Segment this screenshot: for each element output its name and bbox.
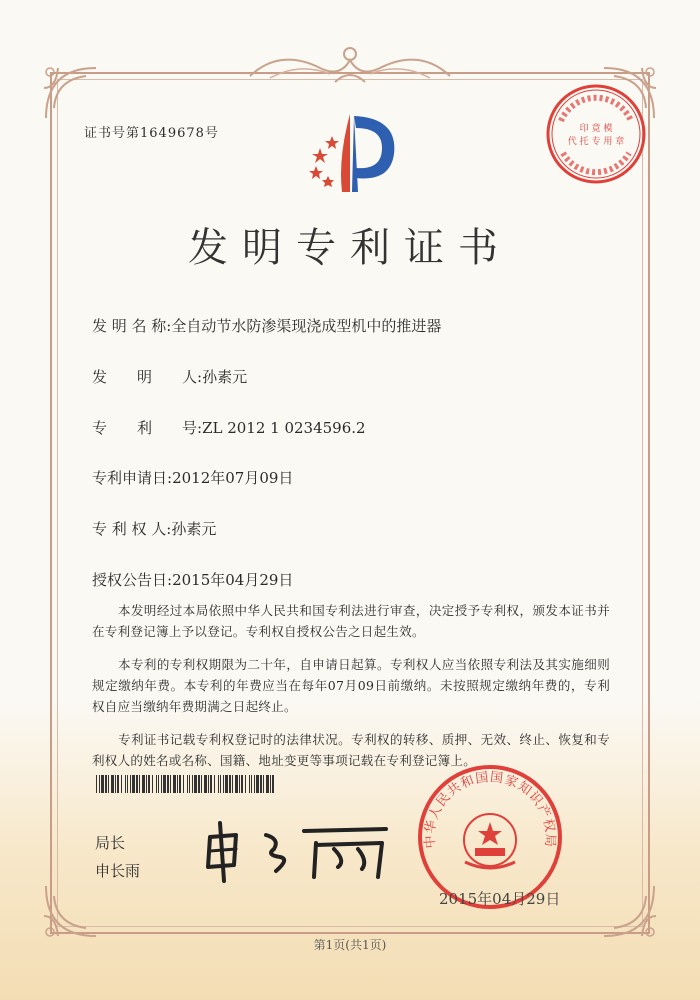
barcode-bar <box>214 775 215 793</box>
barcode-bar <box>117 775 119 793</box>
barcode-bar <box>272 775 274 793</box>
barcode-bar <box>192 775 193 793</box>
field-label: 发 明 名 称: <box>92 317 172 335</box>
barcode-bar <box>121 775 122 793</box>
field-label: 专利申请日: <box>92 469 173 487</box>
field-value: ZL 2012 1 0234596.2 <box>202 419 366 437</box>
handwritten-signature <box>196 815 396 887</box>
barcode-bar <box>239 775 240 793</box>
barcode-bar <box>115 775 116 793</box>
barcode-bar <box>146 775 147 793</box>
barcode-bar <box>177 775 178 793</box>
signing-date: 2015年04月29日 <box>439 890 561 908</box>
barcode-bar <box>170 775 171 793</box>
field-invention-name <box>92 315 441 336</box>
barcode-bar <box>220 775 221 793</box>
barcode-bar <box>158 775 159 793</box>
barcode-bar <box>266 775 269 793</box>
svg-text:印 竟 模: 印 竟 模 <box>579 124 613 134</box>
field-label: 发 明 人: <box>92 368 203 386</box>
field-value: 2012年07月09日 <box>172 469 294 487</box>
barcode-bar <box>127 775 128 793</box>
field-label: 专 利 号: <box>92 419 203 437</box>
barcode-bar <box>189 775 190 793</box>
barcode-bar <box>225 775 228 793</box>
body-paragraph: 专利证书记载专利权登记时的法律状况。专利权的转移、质押、无效、终止、恢复和专利权人的姓名或名称、国籍、地址变更等事项记载在专利登记簿上。 <box>92 732 610 768</box>
barcode-bar <box>142 775 145 793</box>
barcode-bar <box>229 775 231 793</box>
barcode-bar <box>167 775 169 793</box>
patent-office-logo <box>298 108 408 198</box>
barcode-bar <box>132 775 135 793</box>
field-patent-number <box>92 417 366 438</box>
barcode-bar <box>183 775 184 793</box>
barcode-bar <box>173 775 176 793</box>
barcode-bar <box>204 775 207 793</box>
barcode-bar <box>161 775 162 793</box>
barcode-bar <box>139 775 140 793</box>
certificate-number: 证书号第1649678号 <box>84 126 219 141</box>
certificate-title: 发明专利证书 <box>188 225 512 271</box>
body-paragraph: 本发明经过本局依照中华人民共和国专利法进行审查，决定授予专利权，颁发本证书并在专利登记簿上予以登记。专利权自授权公告之日起生效。 <box>92 603 610 639</box>
barcode-bar <box>105 775 107 793</box>
field-application-date <box>92 467 293 488</box>
field-value: 全自动节水防渗渠现浇成型机中的推进器 <box>171 317 442 335</box>
barcode-bar <box>187 775 188 793</box>
certificate-body <box>92 600 610 783</box>
seal-text: 中华人民共和国国家知识产权局 <box>422 770 558 849</box>
barcode-bar <box>218 775 219 793</box>
barcode <box>96 775 274 793</box>
field-grant-date <box>92 569 293 590</box>
barcode-bar <box>263 775 264 793</box>
barcode-bar <box>241 775 243 793</box>
barcode-bar <box>156 775 157 793</box>
barcode-bar <box>148 775 150 793</box>
barcode-bar <box>223 775 224 793</box>
signatory-name: 申长雨 <box>95 862 141 880</box>
barcode-bar <box>108 775 109 793</box>
barcode-bar <box>130 775 131 793</box>
barcode-bar <box>111 775 114 793</box>
barcode-bar <box>235 775 238 793</box>
field-label: 专 利 权 人: <box>92 520 172 538</box>
barcode-bar <box>179 775 181 793</box>
body-paragraph: 本专利的专利权期限为二十年，自申请日起算。专利权人应当依照专利法及其实施细则规定缴纳年费。本专利的年费应当在每年07月09日前缴纳。未按照规定缴纳年费的，专利权自应当缴纳年费期满之日起终止。 <box>92 657 610 714</box>
signatory-role: 局长 <box>95 834 126 852</box>
barcode-bar <box>256 775 259 793</box>
barcode-bar <box>251 775 252 793</box>
page-number: 第1页(共1页) <box>313 938 387 952</box>
barcode-bar <box>210 775 212 793</box>
field-value: 孙素元 <box>202 368 248 386</box>
barcode-bar <box>125 775 126 793</box>
barcode-bar <box>232 775 233 793</box>
barcode-bar <box>270 775 271 793</box>
field-label: 授权公告日: <box>92 571 173 589</box>
barcode-bar <box>198 775 200 793</box>
barcode-bar <box>260 775 262 793</box>
barcode-bar <box>152 775 153 793</box>
barcode-bar <box>99 775 100 793</box>
field-patentee <box>92 518 216 539</box>
barcode-bar <box>163 775 166 793</box>
svg-text:代 托 专 用 章: 代 托 专 用 章 <box>567 137 625 147</box>
barcode-bar <box>201 775 202 793</box>
top-ornament <box>240 38 460 90</box>
barcode-bar <box>208 775 209 793</box>
barcode-bar <box>254 775 255 793</box>
barcode-bar <box>136 775 138 793</box>
corner-ornament-top-left <box>36 58 106 128</box>
barcode-bar <box>101 775 104 793</box>
field-inventor <box>92 366 247 387</box>
barcode-bar <box>96 775 97 793</box>
barcode-bar <box>194 775 197 793</box>
agency-seal <box>543 81 649 187</box>
barcode-bar <box>245 775 246 793</box>
barcode-bar <box>249 775 250 793</box>
field-value: 2015年04月29日 <box>172 571 294 589</box>
field-value: 孙素元 <box>171 520 217 538</box>
